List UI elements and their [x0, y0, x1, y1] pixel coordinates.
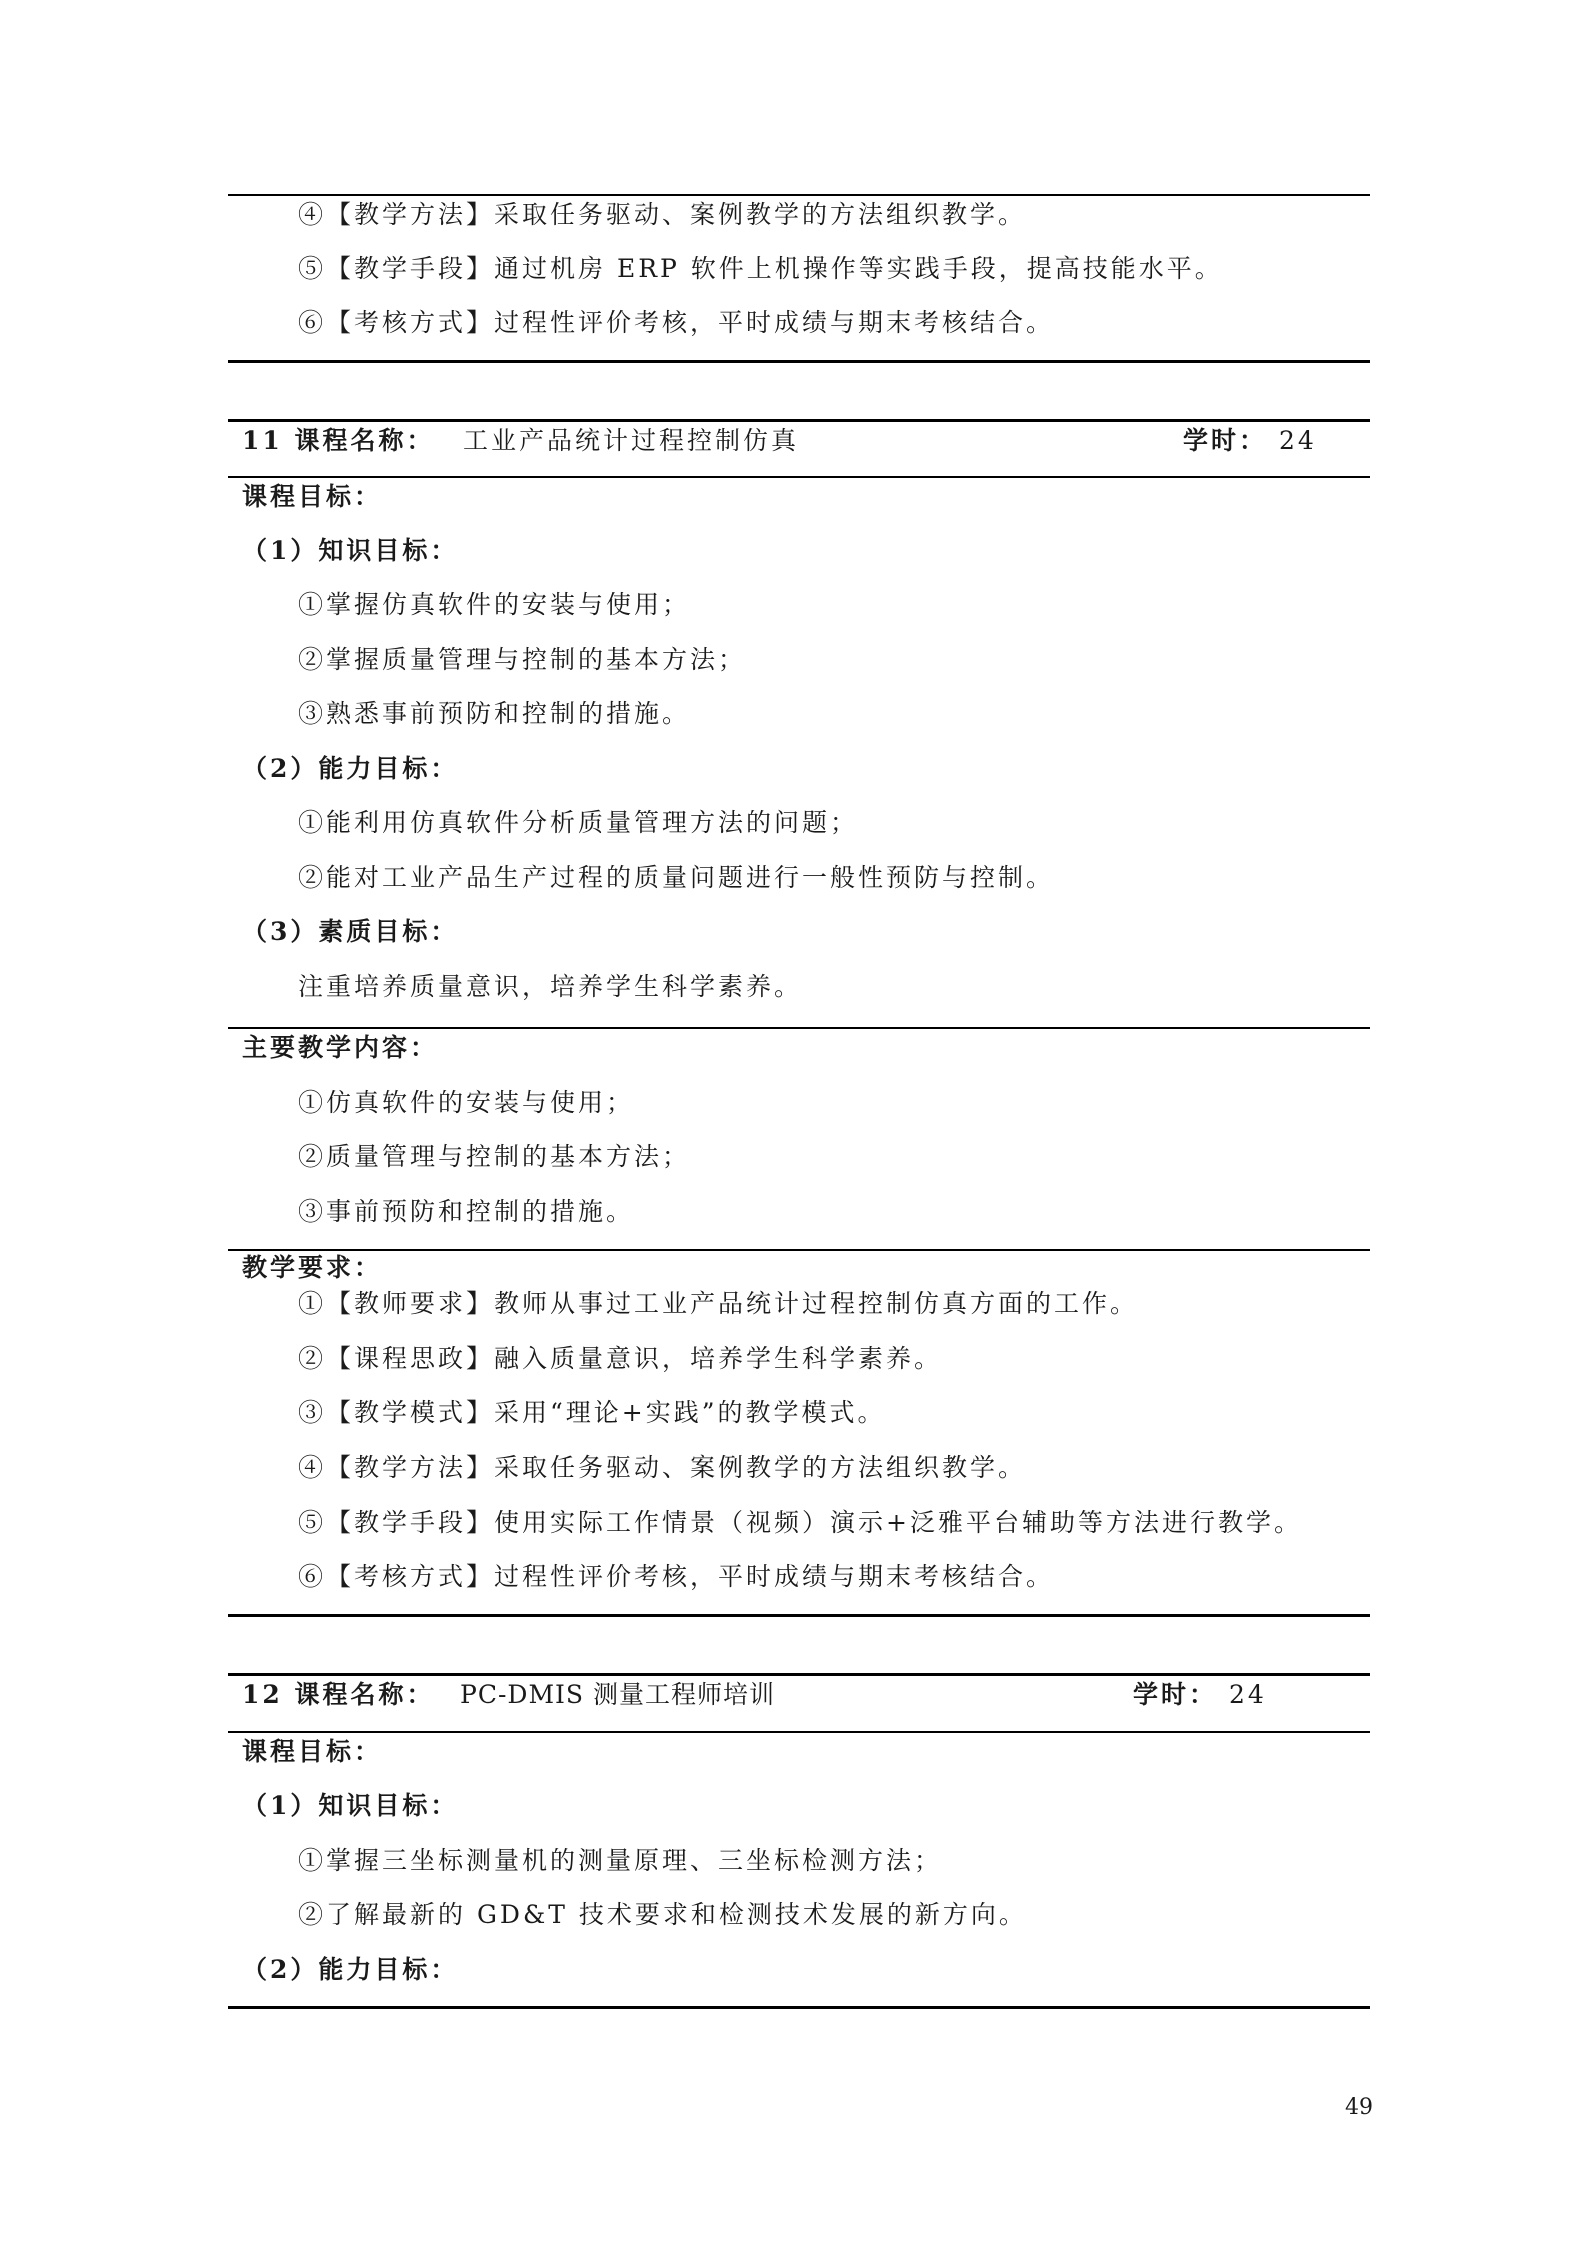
course11-header-rule [228, 476, 1370, 478]
course11-bottom-rule [228, 1614, 1370, 1617]
top-block-line-3: ⑥【考核方式】过程性评价考核，平时成绩与期末考核结合。 [298, 308, 1055, 337]
course11-requirement-5: ⑤【教学手段】使用实际工作情景（视频）演示+泛雅平台辅助等方法进行教学。 [298, 1508, 1302, 1537]
course12-knowledge-item-1: ①掌握三坐标测量机的测量原理、三坐标检测方法； [298, 1846, 943, 1875]
course11-content-rule [228, 1249, 1370, 1251]
course12-title: PC-DMIS 测量工程师培训 [460, 1680, 775, 1709]
course11-content-item-3: ③事前预防和控制的措施。 [298, 1197, 635, 1226]
course11-content-heading: 主要教学内容： [242, 1033, 439, 1062]
page-number: 49 [1345, 2095, 1373, 2120]
course11-top-rule [228, 419, 1370, 422]
course11-quality-item-1: 注重培养质量意识，培养学生科学素养。 [298, 972, 803, 1001]
top-block-bottom-rule [228, 360, 1370, 363]
course11-requirement-4: ④【教学方法】采取任务驱动、案例教学的方法组织教学。 [298, 1453, 1027, 1482]
course12-knowledge-item-2: ②了解最新的 GD&T 技术要求和检测技术发展的新方向。 [298, 1900, 1027, 1929]
course12-hours: 24 [1229, 1680, 1267, 1709]
course12-bottom-rule [228, 2006, 1370, 2009]
course12-header-rule [228, 1731, 1370, 1733]
course11-ability-item-2: ②能对工业产品生产过程的质量问题进行一般性预防与控制。 [298, 863, 1055, 892]
course11-knowledge-item-1: ①掌握仿真软件的安装与使用； [298, 590, 691, 619]
course11-knowledge-heading: （1）知识目标： [242, 536, 459, 565]
course12-goals-heading: 课程目标： [242, 1737, 383, 1766]
course11-ability-item-1: ①能利用仿真软件分析质量管理方法的问题； [298, 808, 859, 837]
course11-hours: 24 [1279, 426, 1317, 455]
course12-ability-heading: （2）能力目标： [242, 1955, 459, 1984]
course11-requirement-2: ②【课程思政】融入质量意识，培养学生科学素养。 [298, 1344, 943, 1373]
course11-requirement-6: ⑥【考核方式】过程性评价考核，平时成绩与期末考核结合。 [298, 1562, 1055, 1591]
course11-content-item-2: ②质量管理与控制的基本方法； [298, 1142, 691, 1171]
top-block-line-2: ⑤【教学手段】通过机房 ERP 软件上机操作等实践手段，提高技能水平。 [298, 254, 1223, 283]
course12-knowledge-heading: （1）知识目标： [242, 1791, 459, 1820]
course12-top-rule [228, 1673, 1370, 1676]
top-block-line-1: ④【教学方法】采取任务驱动、案例教学的方法组织教学。 [298, 200, 1027, 229]
course11-title: 工业产品统计过程控制仿真 [463, 426, 800, 455]
course11-goals-heading: 课程目标： [242, 482, 383, 511]
course11-content-item-1: ①仿真软件的安装与使用； [298, 1088, 635, 1117]
course11-hours-label: 学时： [1183, 426, 1268, 455]
course11-ability-heading: （2）能力目标： [242, 754, 459, 783]
course11-knowledge-item-3: ③熟悉事前预防和控制的措施。 [298, 699, 691, 728]
course11-goals-rule [228, 1027, 1370, 1029]
top-block-top-rule [228, 194, 1370, 196]
course11-knowledge-item-2: ②掌握质量管理与控制的基本方法； [298, 645, 747, 674]
course11-header-label: 11 课程名称： [242, 426, 435, 455]
course12-hours-label: 学时： [1133, 1680, 1218, 1709]
course11-quality-heading: （3）素质目标： [242, 917, 459, 946]
course11-requirement-3: ③【教学模式】采用“理论+实践”的教学模式。 [298, 1398, 886, 1427]
course11-requirements-heading: 教学要求： [242, 1253, 383, 1282]
course12-header-label: 12 课程名称： [242, 1680, 435, 1709]
course11-requirement-1: ①【教师要求】教师从事过工业产品统计过程控制仿真方面的工作。 [298, 1289, 1139, 1318]
